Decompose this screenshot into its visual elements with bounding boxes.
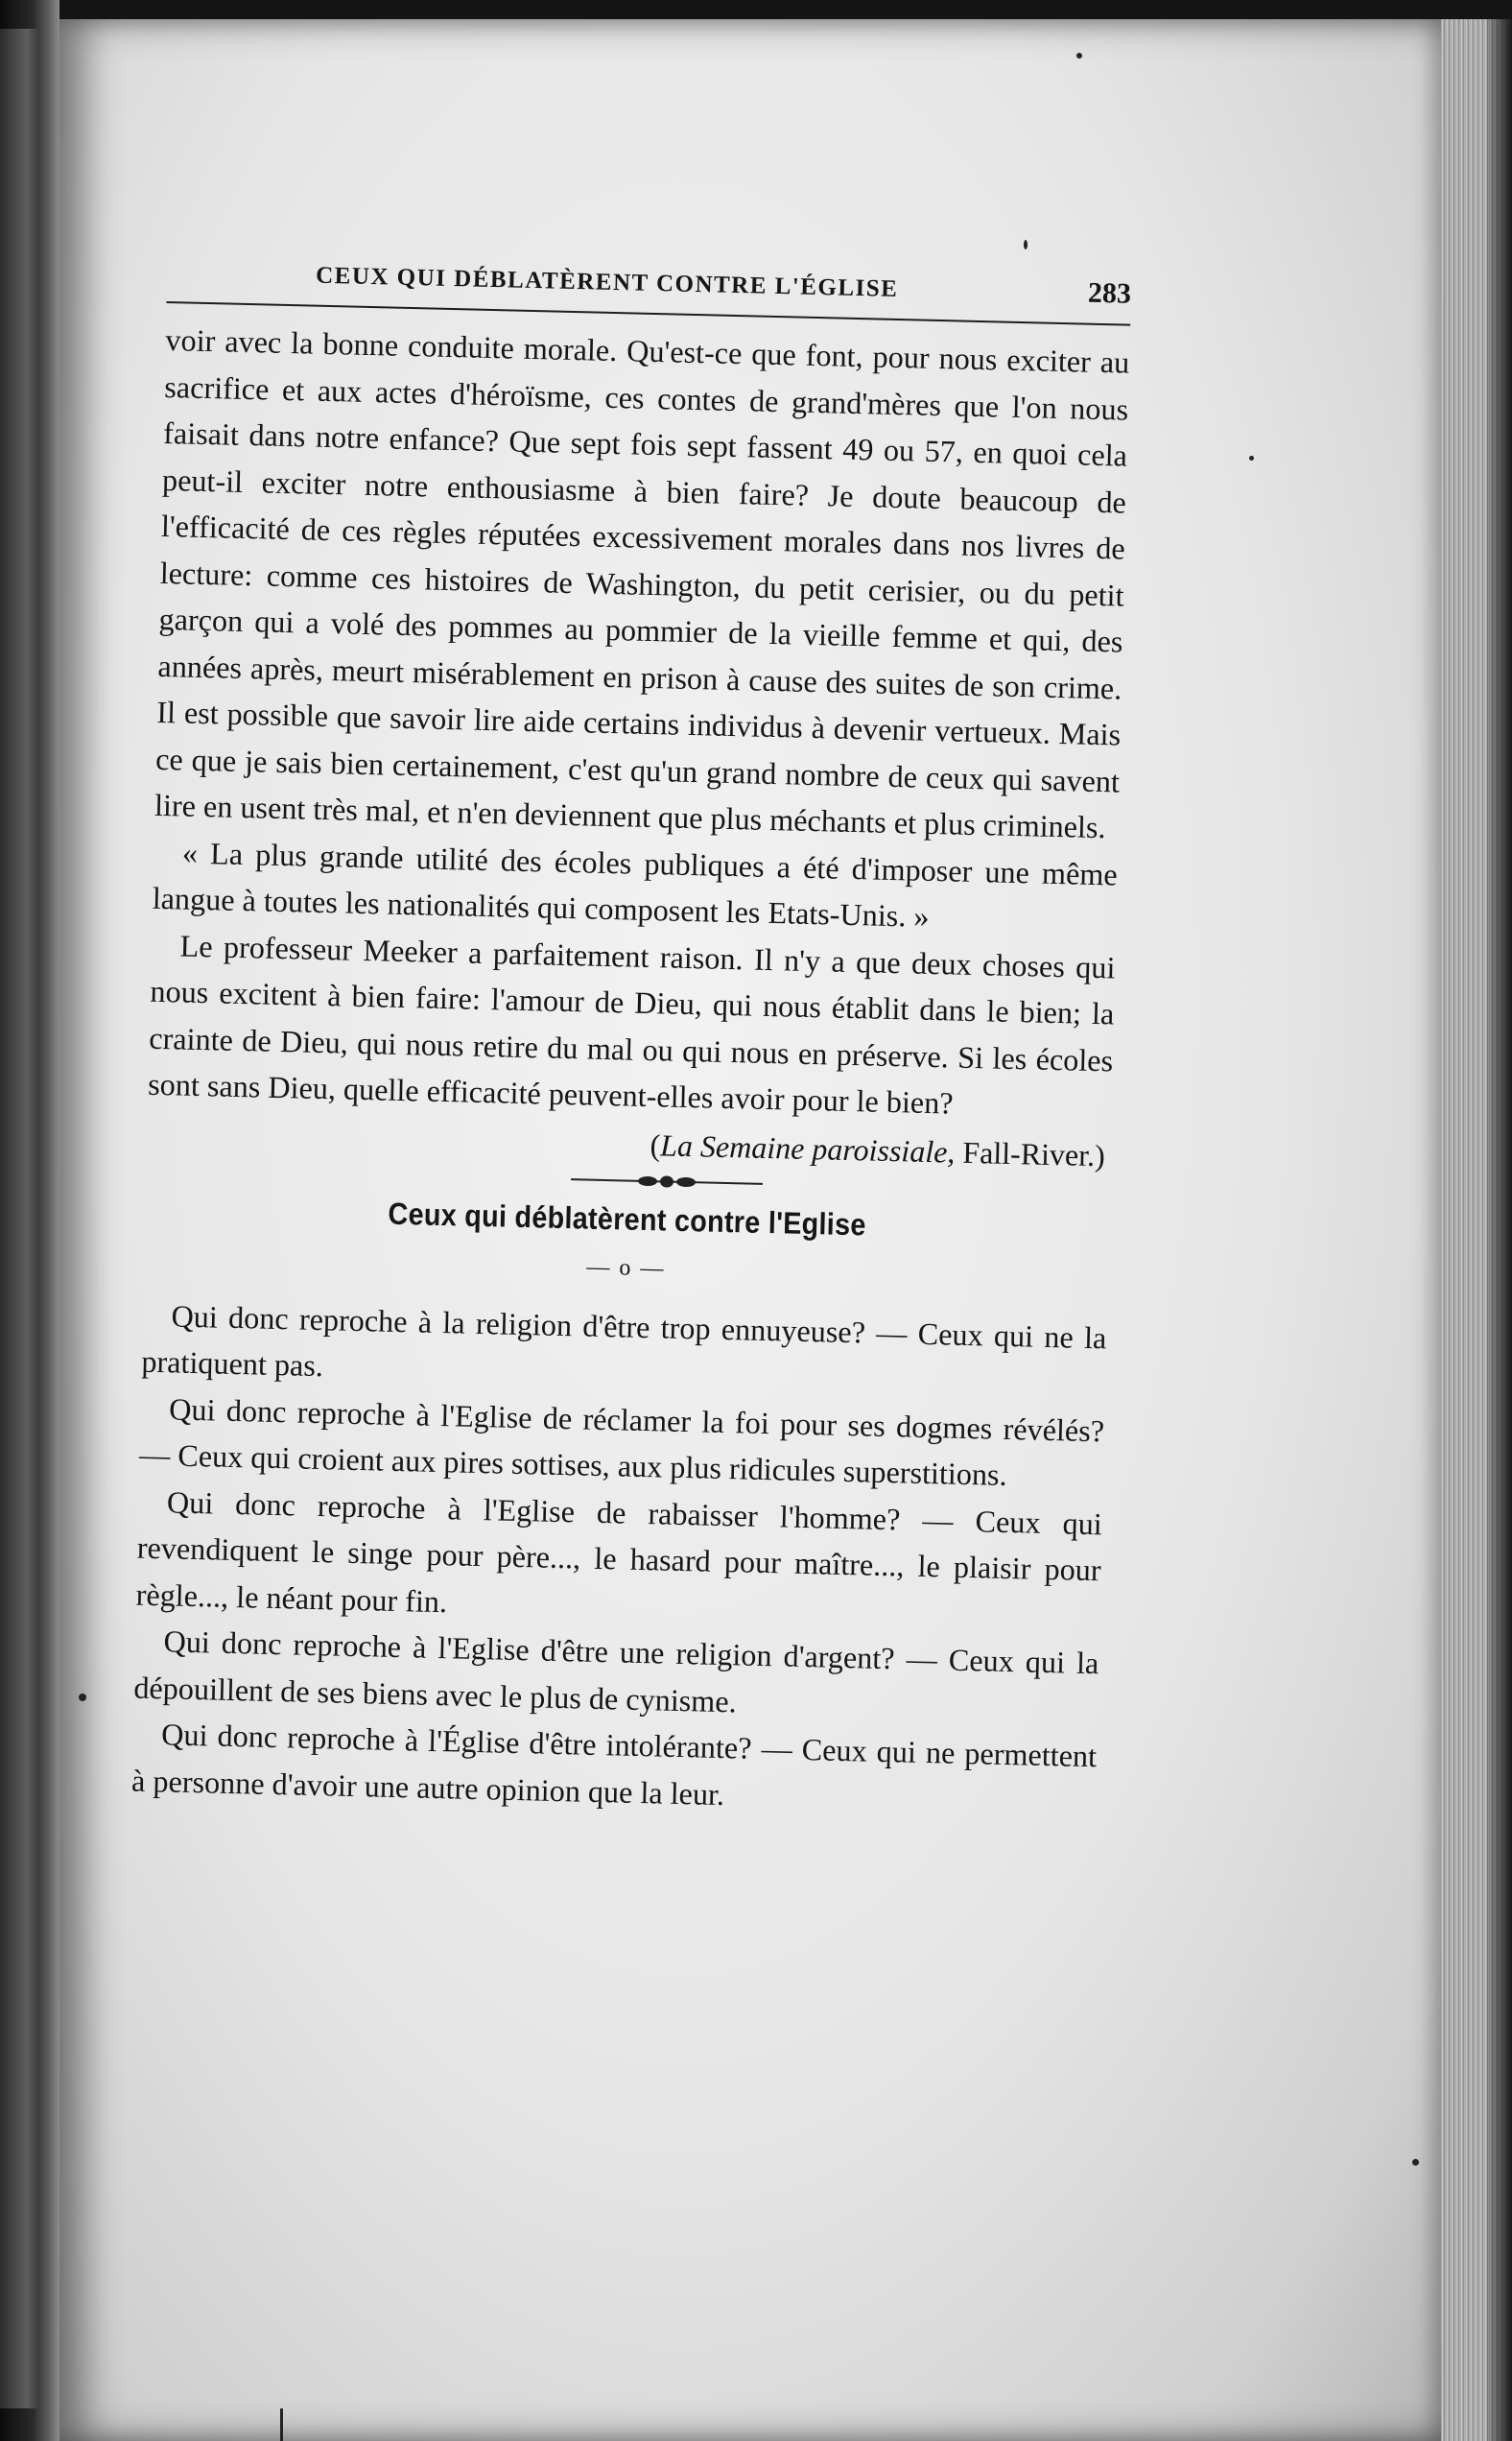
article-body [131,1292,1107,1826]
attribution-place: Fall-River.) [954,1134,1106,1173]
section-heading: Ceux qui déblatèrent contre l'Eglise [388,1196,867,1242]
paragraph: Qui donc reproche à l'Eglise de rabaisser l'homme? — Ceux qui revendiquent le singe pour père..., le hasard pour maître..., le plaisir pour règle..., le néant pour fin. [135,1483,1103,1619]
article-continuation [147,317,1130,1178]
running-title: CEUX QUI DÉBLATÈRENT CONTRE L'ÉGLISE [315,262,899,302]
page-number: 283 [1087,276,1132,310]
section-separator: — o — [586,1254,666,1282]
previous-page-edge [0,29,38,2408]
paragraph: voir avec la bonne conduite morale. Qu'est-ce que font, pour nous exciter au sacrifice et aux actes d'héroïsme, ces contes de grand'mères que l'on nous faisait dans notre enfance? Que sept fois sept fassent 49 ou 57, en quoi cela peut-il exciter notre enthousiasme à bien faire? Je doute beaucoup de l'efficacité de ces règles réputées excessivement morales dans nos livres de lecture: comme ces histoires de Washington, du petit cerisier, ou du petit garçon qui a volé des pommes au pommier de la vieille femme et qui, des années après, meurt misérablement en prison à cause des suites de son crime. Il est possible que savoir lire aide certains individus à devenir vertueux. Mais ce que je sais bien certainement, c'est qu'un grand nombre de ceux qui savent lire en usent très mal, et n'en deviennent que plus méchants et plus criminels. [154,321,1130,845]
paragraph: « La plus grande utilité des écoles publiques a été d'imposer une même langue à toutes les nationalités qui composent les Etats-Unis. » [152,835,1119,934]
page-stack-edges [1441,19,1512,2441]
paragraph: Qui donc reproche à l'Eglise d'être une religion d'argent? — Ceux qui la dépouillent de ses biens avec le plus de cynisme. [133,1623,1099,1718]
paragraph: Le professeur Meeker a parfaitement raison. Il n'y a que deux choses qui nous excitent à bien faire: l'amour de Dieu, qui nous établit dans le bien; la crainte de Dieu, qui nous retire du mal ou qui nous en préserve. Si les écoles sont sans Dieu, quelle efficacité peuvent-elles avoir pour le bien? [147,928,1116,1121]
paragraph: Qui donc reproche à l'Église d'être intolérante? — Ceux qui ne permettent à personne d'avoir une autre opinion que la leur. [130,1717,1098,1812]
paragraph: Qui donc reproche à la religion d'être trop ennuyeuse? — Ceux qui ne la pratiquent pas. [141,1297,1107,1384]
attribution-open: ( [650,1126,661,1162]
paragraph: Qui donc reproche à l'Eglise de réclamer la foi pour ses dogmes révélés? — Ceux qui croient aux pires sottises, aux plus ridicules superstitions. [138,1390,1105,1492]
page-content [131,240,1132,1826]
fleuron-ornament [570,1170,762,1194]
attribution-source: La Semaine paroissiale, [659,1126,956,1170]
